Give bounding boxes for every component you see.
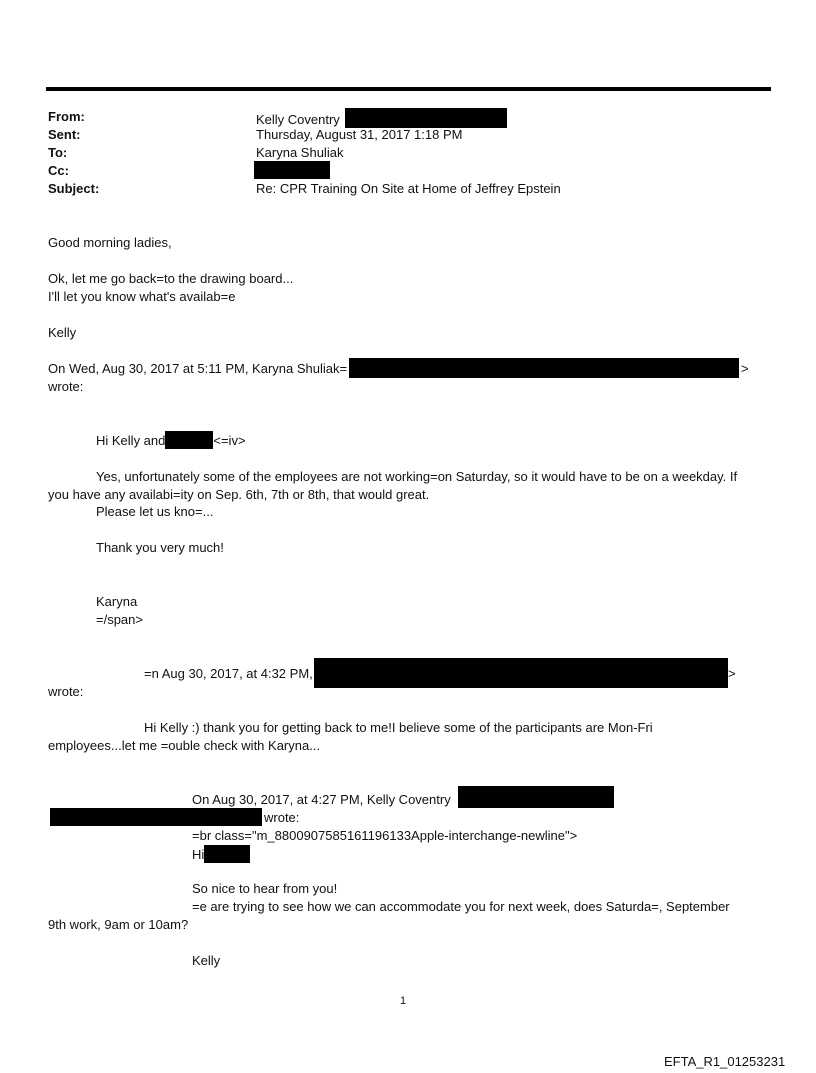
to-label: To: <box>48 145 68 160</box>
quote-hi-end: <=iv> <box>213 433 246 448</box>
quote-line: Hi Kelly :) thank you for getting back to me!I believe some of the participants are Mon-Fri <box>144 720 653 735</box>
name-redaction <box>204 845 250 863</box>
quote-line: Karyna <box>96 594 138 609</box>
quote-header: On Aug 30, 2017, at 4:27 PM, Kelly Coventry <box>192 792 451 807</box>
quote-line: Kelly <box>192 953 221 968</box>
email-redaction <box>50 808 262 826</box>
cc-label: Cc: <box>48 163 69 178</box>
signoff: Kelly <box>48 325 77 340</box>
subject-label: Subject: <box>48 181 100 196</box>
quote-header-end: > <box>728 666 736 681</box>
quote-line: Thank you very much! <box>96 540 224 555</box>
email-redaction <box>314 658 728 688</box>
name-redaction <box>165 431 213 449</box>
cc-redaction <box>254 161 330 179</box>
email-redaction <box>458 786 614 808</box>
quote-hi: Hi <box>192 847 205 862</box>
quote-header: =n Aug 30, 2017, at 4:32 PM, <box>144 666 313 681</box>
from-value <box>256 108 507 128</box>
quote-line <box>96 431 246 449</box>
quote-line: =e are trying to see how we can accommodate you for next week, does Saturda=, September <box>192 899 730 914</box>
subject-value: Re: CPR Training On Site at Home of Jeffrey Epstein <box>256 181 561 196</box>
quote-header-end: > <box>741 361 749 376</box>
quote-line: employees...let me =ouble check with Karyna... <box>48 738 321 753</box>
sent-value: Thursday, August 31, 2017 1:18 PM <box>256 127 463 142</box>
quote-line <box>192 845 250 863</box>
page-number: 1 <box>400 995 407 1007</box>
quote-line: Yes, unfortunately some of the employees are not working=on Saturday, so it would have to be on a weekday. If <box>96 469 738 484</box>
quote-line: =br class="m_8800907585161196133Apple-interchange-newline"> <box>192 828 578 843</box>
header-rule <box>46 87 771 91</box>
greeting: Good morning ladies, <box>48 235 172 250</box>
from-name: Kelly Coventry <box>256 112 340 127</box>
redaction-block <box>345 108 507 128</box>
quote-line: =/span> <box>96 612 143 627</box>
quote-wrote: wrote: <box>264 810 300 825</box>
quote-line: Please let us kno=... <box>96 504 214 519</box>
from-label: From: <box>48 109 85 124</box>
body-line: Ok, let me go back=to the drawing board... <box>48 271 294 286</box>
quote-line: you have any availabi=ity on Sep. 6th, 7th or 8th, that would great. <box>48 487 430 502</box>
quote-header: On Wed, Aug 30, 2017 at 5:11 PM, Karyna Shuliak= <box>48 361 348 376</box>
quote-hi: Hi Kelly and <box>96 433 166 448</box>
email-redaction <box>349 358 739 378</box>
document-id: EFTA_R1_01253231 <box>664 1054 786 1069</box>
to-value: Karyna Shuliak <box>256 145 344 160</box>
body-line: I'll let you know what's availab=e <box>48 289 236 304</box>
quote-wrote: wrote: <box>48 684 84 699</box>
quote-wrote: wrote: <box>48 379 84 394</box>
sent-label: Sent: <box>48 127 81 142</box>
quote-line: So nice to hear from you! <box>192 881 338 896</box>
quote-line: 9th work, 9am or 10am? <box>48 917 189 932</box>
